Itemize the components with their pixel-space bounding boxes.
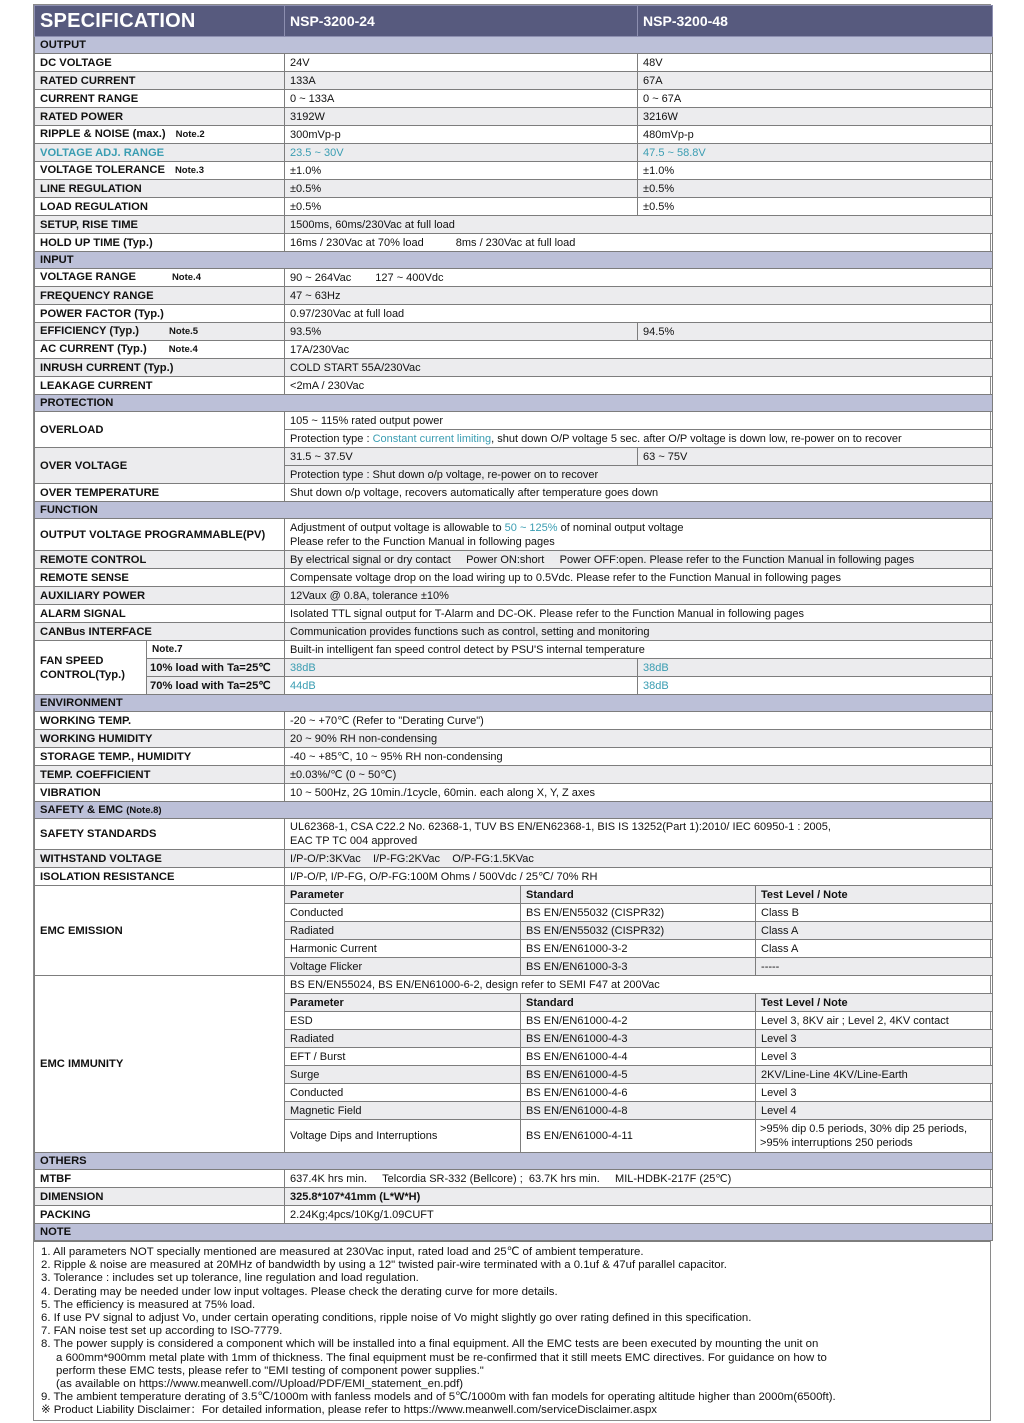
value: 10 ~ 500Hz, 2G 10min./1cycle, 60min. each along X, Y, Z axes bbox=[285, 784, 993, 802]
note-ref: Note.4 bbox=[171, 272, 201, 283]
value: 325.8*107*41mm (L*W*H) bbox=[285, 1188, 993, 1206]
spec-row bbox=[35, 484, 993, 502]
spec-row bbox=[35, 712, 993, 730]
spec-row bbox=[35, 748, 993, 766]
label-text: EFFICIENCY (Typ.) bbox=[40, 325, 140, 337]
value: 0.97/230Vac at full load bbox=[285, 305, 993, 323]
row-label: LOAD REGULATION bbox=[35, 198, 285, 216]
value-b: ±1.0% bbox=[638, 162, 993, 180]
value: Compensate voltage drop on the load wiring up to 0.5Vdc. Please refer to the Function Manual in following pages bbox=[285, 569, 993, 587]
note-item: 9. The ambient temperature derating of 3.5℃/1000m with fanless models and of 5℃/1000m with fan models for operating altitude higher than 2000m(6500ft). bbox=[41, 1391, 836, 1404]
emc-standard: BS EN/EN61000-3-3 bbox=[521, 958, 756, 976]
value: Communication provides functions such as control, setting and monitoring bbox=[285, 623, 993, 641]
note-ref: (Note.8) bbox=[126, 804, 162, 816]
spec-row bbox=[35, 180, 993, 198]
value-a: ±0.5% bbox=[285, 198, 638, 216]
spec-row bbox=[35, 659, 993, 677]
emc-param: Harmonic Current bbox=[285, 940, 521, 958]
row-label: RATED POWER bbox=[35, 108, 285, 126]
row-label: OVERLOAD bbox=[35, 412, 285, 448]
note-ref: Note.2 bbox=[175, 129, 205, 140]
type-rest: , shut down O/P voltage 5 sec. after O/P voltage is down low, re-power on to recover bbox=[491, 432, 902, 445]
spec-row bbox=[35, 359, 993, 377]
fan-condition: 10% load with Ta=25℃ bbox=[147, 659, 285, 677]
pv-line2: Please refer to the Function Manual in following pages bbox=[290, 535, 555, 548]
section-environment bbox=[35, 695, 993, 712]
spec-row bbox=[35, 448, 993, 466]
value-b: 47.5 ~ 58.8V bbox=[638, 144, 993, 162]
row-label: ALARM SIGNAL bbox=[35, 605, 285, 623]
notes-list bbox=[34, 1241, 990, 1420]
spec-row bbox=[35, 784, 993, 802]
emc-level: Level 3, 8KV air ; Level 2, 4KV contact bbox=[756, 1012, 993, 1030]
row-label: VIBRATION bbox=[35, 784, 285, 802]
row-label: REMOTE SENSE bbox=[35, 569, 285, 587]
header-row bbox=[35, 6, 993, 37]
row-label bbox=[35, 269, 285, 287]
spec-title: SPECIFICATION bbox=[35, 6, 285, 37]
value-b: 67A bbox=[638, 72, 993, 90]
emc-level: Class A bbox=[756, 940, 993, 958]
spec-row bbox=[35, 569, 993, 587]
pv-accent: 50 ~ 125% bbox=[504, 521, 558, 534]
value: Shut down o/p voltage, recovers automatically after temperature goes down bbox=[285, 484, 993, 502]
emc-intro: BS EN/EN55024, BS EN/EN61000-6-2, design refer to SEMI F47 at 200Vac bbox=[285, 976, 993, 994]
note-ref: Note.5 bbox=[169, 326, 199, 337]
note-item: 6. If use PV signal to adjust Vo, under certain operating conditions, ripple noise of Vo might slightly go over rating defined in this specification. bbox=[41, 1312, 752, 1325]
emc-param: Voltage Dips and Interruptions bbox=[285, 1120, 521, 1153]
row-label: TEMP. COEFFICIENT bbox=[35, 766, 285, 784]
column-header: Test Level / Note bbox=[756, 886, 993, 904]
value-a: 3192W bbox=[285, 108, 638, 126]
row-label bbox=[35, 341, 285, 359]
value bbox=[285, 269, 993, 287]
value-b: 480mVp-p bbox=[638, 126, 993, 144]
emc-level: ----- bbox=[756, 958, 993, 976]
type-accent: Constant current limiting bbox=[372, 432, 492, 445]
ac-range: 90 ~ 264Vac bbox=[290, 271, 352, 284]
emc-standard: BS EN/EN61000-4-5 bbox=[521, 1066, 756, 1084]
spec-row bbox=[35, 323, 993, 341]
row-label: VOLTAGE ADJ. RANGE bbox=[35, 144, 285, 162]
value-b: 38dB bbox=[638, 677, 993, 695]
emc-level: 2KV/Line-Line 4KV/Line-Earth bbox=[756, 1066, 993, 1084]
value: 1500ms, 60ms/230Vac at full load bbox=[285, 216, 993, 234]
note-item: 3. Tolerance : includes set up tolerance, line regulation and load regulation. bbox=[41, 1272, 419, 1285]
spec-row bbox=[35, 305, 993, 323]
value: 20 ~ 90% RH non-condensing bbox=[285, 730, 993, 748]
row-label: INRUSH CURRENT (Typ.) bbox=[35, 359, 285, 377]
value-a: 31.5 ~ 37.5V bbox=[285, 448, 638, 466]
section-others bbox=[35, 1153, 993, 1170]
standards-line1: UL62368-1, CSA C22.2 No. 62368-1, TUV BS EN/EN62368-1, BIS IS 13252(Part 1):2010/ IEC 60950-1 : 2005, bbox=[290, 821, 831, 833]
fan-condition: 70% load with Ta=25℃ bbox=[147, 677, 285, 695]
spec-row bbox=[35, 162, 993, 180]
spec-row bbox=[35, 623, 993, 641]
note-item: 2. Ripple & noise are measured at 20MHz of bandwidth by using a 12" twisted pair-wire terminated with a 0.1uf & 47uf parallel capacitor. bbox=[41, 1259, 727, 1272]
row-label: PACKING bbox=[35, 1206, 285, 1224]
section-title: FUNCTION bbox=[35, 502, 993, 519]
spec-row bbox=[35, 144, 993, 162]
row-label: FAN SPEED CONTROL(Typ.) bbox=[35, 641, 147, 695]
note-item: 7. FAN noise test set up according to ISO-7779. bbox=[41, 1325, 283, 1338]
note-item: 8. The power supply is considered a component which will be installed into a final equipment. All the EMC tests are been executed by mounting the unit on bbox=[41, 1338, 819, 1351]
row-label: POWER FACTOR (Typ.) bbox=[35, 305, 285, 323]
value bbox=[285, 234, 993, 252]
value-b: ±0.5% bbox=[638, 180, 993, 198]
note-ref: Note.3 bbox=[174, 165, 204, 176]
section-input bbox=[35, 252, 993, 269]
emc-emission-header bbox=[35, 886, 993, 904]
row-label: ISOLATION RESISTANCE bbox=[35, 868, 285, 886]
spec-row bbox=[35, 72, 993, 90]
value-b: 63 ~ 75V bbox=[638, 448, 993, 466]
value: By electrical signal or dry contact Power ON:short Power OFF:open. Please refer to the Function Manual in following pages bbox=[285, 551, 993, 569]
value: 105 ~ 115% rated output power bbox=[285, 412, 993, 430]
value bbox=[285, 519, 993, 551]
column-header: Test Level / Note bbox=[756, 994, 993, 1012]
value: <2mA / 230Vac bbox=[285, 377, 993, 395]
emc-param: EFT / Burst bbox=[285, 1048, 521, 1066]
row-label: OVER VOLTAGE bbox=[35, 448, 285, 484]
value: Isolated TTL signal output for T-Alarm and DC-OK. Please refer to the Function Manual in following pages bbox=[285, 605, 993, 623]
column-header: Parameter bbox=[285, 994, 521, 1012]
row-label: CURRENT RANGE bbox=[35, 90, 285, 108]
column-header: Parameter bbox=[285, 886, 521, 904]
section-title: ENVIRONMENT bbox=[35, 695, 993, 712]
spec-row bbox=[35, 1206, 993, 1224]
row-label bbox=[35, 126, 285, 144]
value: COLD START 55A/230Vac bbox=[285, 359, 993, 377]
emc-param: Magnetic Field bbox=[285, 1102, 521, 1120]
model-b-header: NSP-3200-48 bbox=[638, 6, 993, 37]
note-item: 5. The efficiency is measured at 75% load. bbox=[41, 1298, 256, 1311]
model-a-header: NSP-3200-24 bbox=[285, 6, 638, 37]
emc-level bbox=[756, 1120, 993, 1153]
section-title-text: SAFETY & EMC bbox=[40, 803, 124, 816]
spec-row bbox=[35, 605, 993, 623]
row-label: WORKING TEMP. bbox=[35, 712, 285, 730]
section-title: NOTE bbox=[35, 1224, 993, 1241]
row-label: STORAGE TEMP., HUMIDITY bbox=[35, 748, 285, 766]
value-a: 133A bbox=[285, 72, 638, 90]
value: Built-in intelligent fan speed control detect by PSU'S internal temperature bbox=[285, 641, 993, 659]
row-label: RATED CURRENT bbox=[35, 72, 285, 90]
value-a: ±0.5% bbox=[285, 180, 638, 198]
value-a: 93.5% bbox=[285, 323, 638, 341]
emc-immunity-intro bbox=[35, 976, 993, 994]
row-label: LEAKAGE CURRENT bbox=[35, 377, 285, 395]
emc-standard: BS EN/EN61000-4-4 bbox=[521, 1048, 756, 1066]
value: -20 ~ +70℃ (Refer to "Derating Curve") bbox=[285, 712, 993, 730]
type-prefix: Protection type : bbox=[290, 432, 373, 445]
value: Protection type : Shut down o/p voltage, re-power on to recover bbox=[285, 466, 993, 484]
emc-param: Conducted bbox=[285, 1084, 521, 1102]
emc-standard: BS EN/EN61000-4-6 bbox=[521, 1084, 756, 1102]
emc-param: Surge bbox=[285, 1066, 521, 1084]
fan-note: Note.7 bbox=[147, 641, 285, 659]
row-label: MTBF bbox=[35, 1170, 285, 1188]
section-function bbox=[35, 502, 993, 519]
value-b: 0 ~ 67A bbox=[638, 90, 993, 108]
spec-row bbox=[35, 412, 993, 430]
section-title: OTHERS bbox=[35, 1153, 993, 1170]
emc-param: ESD bbox=[285, 1012, 521, 1030]
section-note bbox=[35, 1224, 993, 1241]
pv-rest: of nominal output voltage bbox=[557, 521, 684, 534]
label-text: RIPPLE & NOISE (max.) bbox=[40, 128, 166, 140]
section-output bbox=[35, 37, 993, 54]
row-label bbox=[35, 162, 285, 180]
dips-note-2: >95% interruptions 250 periods bbox=[760, 1137, 913, 1149]
value: -40 ~ +85℃, 10 ~ 95% RH non-condensing bbox=[285, 748, 993, 766]
spec-row bbox=[35, 1170, 993, 1188]
emc-level: Level 3 bbox=[756, 1084, 993, 1102]
value-a: 23.5 ~ 30V bbox=[285, 144, 638, 162]
note-item: 4. Derating may be needed under low input voltages. Please check the derating curve for more details. bbox=[41, 1285, 558, 1298]
holdup-value-2: 8ms / 230Vac at full load bbox=[455, 236, 576, 249]
value: 47 ~ 63Hz bbox=[285, 287, 993, 305]
emc-level: Level 3 bbox=[756, 1048, 993, 1066]
value-a: 38dB bbox=[285, 659, 638, 677]
value-b: 48V bbox=[638, 54, 993, 72]
value: 17A/230Vac bbox=[285, 341, 993, 359]
row-label: FREQUENCY RANGE bbox=[35, 287, 285, 305]
row-label: OUTPUT VOLTAGE PROGRAMMABLE(PV) bbox=[35, 519, 285, 551]
value-a: 24V bbox=[285, 54, 638, 72]
spec-row bbox=[35, 850, 993, 868]
dc-range: 127 ~ 400Vdc bbox=[375, 271, 444, 284]
emc-param: Radiated bbox=[285, 1030, 521, 1048]
emc-level: Class B bbox=[756, 904, 993, 922]
value-a: 300mVp-p bbox=[285, 126, 638, 144]
value: 637.4K hrs min. Telcordia SR-332 (Bellcore) ; 63.7K hrs min. MIL-HDBK-217F (25℃) bbox=[285, 1170, 993, 1188]
spec-row bbox=[35, 234, 993, 252]
spec-row bbox=[35, 677, 993, 695]
row-label: LINE REGULATION bbox=[35, 180, 285, 198]
emc-standard: BS EN/EN55032 (CISPR32) bbox=[521, 904, 756, 922]
spec-row bbox=[35, 54, 993, 72]
row-label: OVER TEMPERATURE bbox=[35, 484, 285, 502]
row-label: WORKING HUMIDITY bbox=[35, 730, 285, 748]
spec-row bbox=[35, 819, 993, 850]
note-ref: Note.4 bbox=[168, 344, 198, 355]
section-protection bbox=[35, 395, 993, 412]
emc-standard: BS EN/EN61000-4-2 bbox=[521, 1012, 756, 1030]
value: I/P-O/P, I/P-FG, O/P-FG:100M Ohms / 500Vdc / 25℃/ 70% RH bbox=[285, 868, 993, 886]
note-item: 1. All parameters NOT specially mentioned are measured at 230Vac input, rated load and 25℃ of ambient temperature. bbox=[41, 1246, 644, 1258]
value: I/P-O/P:3KVac I/P-FG:2KVac O/P-FG:1.5KVac bbox=[285, 850, 993, 868]
emc-standard: BS EN/EN61000-4-11 bbox=[521, 1120, 756, 1153]
disclaimer: ※ Product Liability Disclaimer：For detailed information, please refer to https://www.meanwell.com/serviceDisclaimer.aspx bbox=[41, 1404, 658, 1417]
row-label: REMOTE CONTROL bbox=[35, 551, 285, 569]
dips-note-1: >95% dip 0.5 periods, 30% dip 25 periods, bbox=[760, 1123, 968, 1135]
row-label: DIMENSION bbox=[35, 1188, 285, 1206]
spec-table bbox=[34, 5, 993, 1241]
column-header: Standard bbox=[521, 886, 756, 904]
value-b: ±0.5% bbox=[638, 198, 993, 216]
spec-row bbox=[35, 377, 993, 395]
note-item-continued: (as available on https://www.meanwell.com//Upload/PDF/EMI_statement_en.pdf) bbox=[56, 1378, 464, 1391]
row-label: EMC IMMUNITY bbox=[35, 976, 285, 1153]
emc-standard: BS EN/EN61000-4-3 bbox=[521, 1030, 756, 1048]
section-title: OUTPUT bbox=[35, 37, 993, 54]
spec-row bbox=[35, 198, 993, 216]
emc-level: Level 3 bbox=[756, 1030, 993, 1048]
note-item-continued: perform these EMC tests, please refer to "EMI testing of component power supplies." bbox=[56, 1364, 484, 1377]
row-label: WITHSTAND VOLTAGE bbox=[35, 850, 285, 868]
spec-row bbox=[35, 1188, 993, 1206]
column-header: Standard bbox=[521, 994, 756, 1012]
row-label: CANBus INTERFACE bbox=[35, 623, 285, 641]
value bbox=[285, 819, 993, 850]
emc-level: Level 4 bbox=[756, 1102, 993, 1120]
row-label: AUXILIARY POWER bbox=[35, 587, 285, 605]
emc-param: Radiated bbox=[285, 922, 521, 940]
emc-param: Conducted bbox=[285, 904, 521, 922]
value-a: ±1.0% bbox=[285, 162, 638, 180]
emc-level: Class A bbox=[756, 922, 993, 940]
note-item-continued: a 600mm*900mm metal plate with 1mm of thickness. The final equipment must be re-confirmed that it still meets EMC directives. For guidance on how to bbox=[56, 1351, 827, 1364]
value-a: 0 ~ 133A bbox=[285, 90, 638, 108]
holdup-value-1: 16ms / 230Vac at 70% load bbox=[290, 236, 424, 249]
emc-standard: BS EN/EN61000-4-8 bbox=[521, 1102, 756, 1120]
emc-param: Voltage Flicker bbox=[285, 958, 521, 976]
section-title: PROTECTION bbox=[35, 395, 993, 412]
value bbox=[285, 430, 993, 448]
spec-row bbox=[35, 287, 993, 305]
spec-row bbox=[35, 108, 993, 126]
value-a: 44dB bbox=[285, 677, 638, 695]
spec-row bbox=[35, 269, 993, 287]
spec-row bbox=[35, 551, 993, 569]
emc-standard: BS EN/EN61000-3-2 bbox=[521, 940, 756, 958]
section-safety-emc bbox=[35, 802, 993, 819]
value-b: 38dB bbox=[638, 659, 993, 677]
value: 2.24Kg;4pcs/10Kg/1.09CUFT bbox=[285, 1206, 993, 1224]
spec-row bbox=[35, 341, 993, 359]
standards-line2: EAC TP TC 004 approved bbox=[290, 835, 418, 847]
label-text: VOLTAGE TOLERANCE bbox=[40, 164, 165, 176]
spec-row bbox=[35, 868, 993, 886]
value: ±0.03%/℃ (0 ~ 50℃) bbox=[285, 766, 993, 784]
section-title: INPUT bbox=[35, 252, 993, 269]
label-text: AC CURRENT (Typ.) bbox=[40, 343, 147, 355]
spec-row bbox=[35, 587, 993, 605]
spec-sheet bbox=[33, 4, 991, 1421]
row-label: SAFETY STANDARDS bbox=[35, 819, 285, 850]
row-label bbox=[35, 323, 285, 341]
row-label: HOLD UP TIME (Typ.) bbox=[35, 234, 285, 252]
row-label: SETUP, RISE TIME bbox=[35, 216, 285, 234]
label-text: VOLTAGE RANGE bbox=[40, 271, 136, 283]
spec-row bbox=[35, 126, 993, 144]
spec-row bbox=[35, 519, 993, 551]
value-b: 94.5% bbox=[638, 323, 993, 341]
value: 12Vaux @ 0.8A, tolerance ±10% bbox=[285, 587, 993, 605]
section-title bbox=[35, 802, 993, 819]
row-label: EMC EMISSION bbox=[35, 886, 285, 976]
spec-row bbox=[35, 90, 993, 108]
spec-row bbox=[35, 641, 993, 659]
row-label: DC VOLTAGE bbox=[35, 54, 285, 72]
spec-row bbox=[35, 730, 993, 748]
value-b: 3216W bbox=[638, 108, 993, 126]
spec-row bbox=[35, 766, 993, 784]
pv-prefix: Adjustment of output voltage is allowable to bbox=[290, 521, 505, 534]
emc-standard: BS EN/EN55032 (CISPR32) bbox=[521, 922, 756, 940]
spec-row bbox=[35, 216, 993, 234]
